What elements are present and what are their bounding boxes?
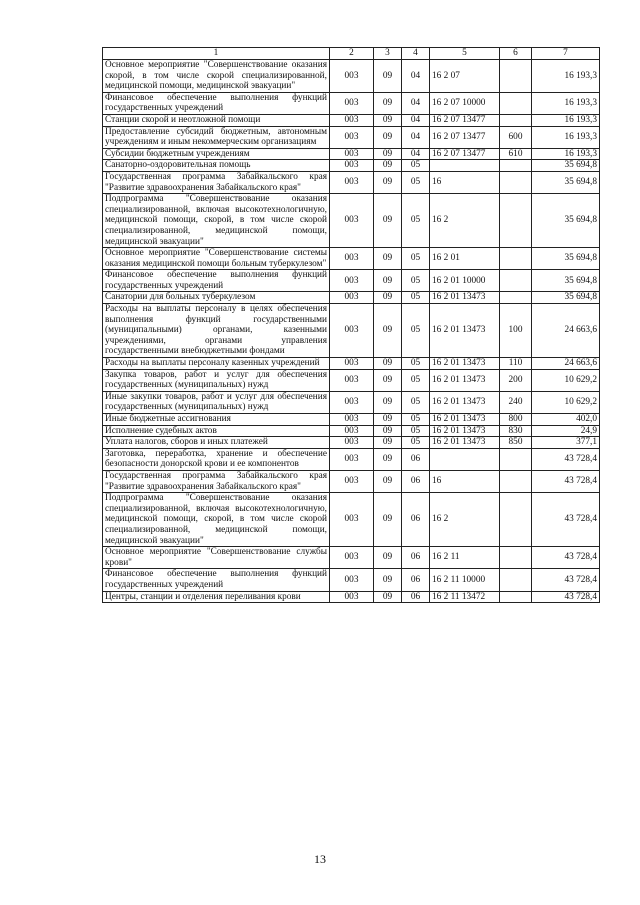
- cell-amount: 43 728,4: [532, 493, 600, 547]
- cell-section: 09: [374, 194, 402, 248]
- cell-name: Расходы на выплаты персоналу казенных учреждений: [103, 358, 330, 370]
- cell-amount: 35 694,8: [532, 292, 600, 304]
- cell-target-article: 16 2 01: [430, 248, 500, 270]
- cell-section: 09: [374, 369, 402, 391]
- cell-subsection: 05: [402, 194, 430, 248]
- cell-ministry-code: 003: [330, 391, 374, 413]
- cell-subsection: 06: [402, 591, 430, 603]
- table-header-row: [103, 48, 600, 60]
- cell-subsection: 04: [402, 126, 430, 148]
- cell-section: 09: [374, 493, 402, 547]
- column-header: 3: [374, 48, 402, 60]
- cell-name: Закупка товаров, работ и услуг для обеспечения государственных (муниципальных) нужд: [103, 369, 330, 391]
- table-row: [103, 160, 600, 172]
- cell-expense-type: 110: [500, 358, 532, 370]
- cell-name: Санатории для больных туберкулезом: [103, 292, 330, 304]
- column-header: 2: [330, 48, 374, 60]
- cell-expense-type: 850: [500, 437, 532, 449]
- cell-expense-type: [500, 448, 532, 470]
- cell-expense-type: 600: [500, 126, 532, 148]
- cell-section: 09: [374, 160, 402, 172]
- cell-ministry-code: 003: [330, 470, 374, 492]
- table-row: [103, 148, 600, 160]
- cell-section: 09: [374, 126, 402, 148]
- cell-target-article: 16 2 01 13473: [430, 414, 500, 426]
- cell-ministry-code: 003: [330, 148, 374, 160]
- table-row: [103, 114, 600, 126]
- cell-amount: 43 728,4: [532, 591, 600, 603]
- table-row: [103, 437, 600, 449]
- cell-expense-type: [500, 270, 532, 292]
- cell-expense-type: [500, 470, 532, 492]
- cell-ministry-code: 003: [330, 358, 374, 370]
- cell-name: Подпрограмма "Совершенствование оказания специализированной, включая высокотехнологичную, медицинской помощи, скорой, в том числе скорой специализированной, медицинской помощи, медицинской эвакуации": [103, 493, 330, 547]
- cell-name: Иные бюджетные ассигнования: [103, 414, 330, 426]
- cell-name: Основное мероприятие "Совершенствование службы крови": [103, 547, 330, 569]
- cell-name: Основное мероприятие "Совершенствование оказания скорой, в том числе скорой специализированной, медицинской помощи, медицинской эвакуации": [103, 60, 330, 93]
- cell-amount: 35 694,8: [532, 171, 600, 193]
- cell-name: Основное мероприятие "Совершенствование системы оказания медицинской помощи больным туберкулезом": [103, 248, 330, 270]
- cell-target-article: 16 2 11 10000: [430, 569, 500, 591]
- cell-section: 09: [374, 358, 402, 370]
- cell-target-article: 16 2 11: [430, 547, 500, 569]
- cell-target-article: 16 2 01 13473: [430, 358, 500, 370]
- cell-target-article: [430, 160, 500, 172]
- cell-ministry-code: 003: [330, 569, 374, 591]
- table-row: [103, 60, 600, 93]
- cell-expense-type: [500, 547, 532, 569]
- cell-expense-type: 100: [500, 304, 532, 358]
- column-header: 5: [430, 48, 500, 60]
- cell-ministry-code: 003: [330, 493, 374, 547]
- table-row: [103, 270, 600, 292]
- cell-subsection: 05: [402, 414, 430, 426]
- cell-subsection: 05: [402, 425, 430, 437]
- cell-section: 09: [374, 60, 402, 93]
- table-row: [103, 194, 600, 248]
- cell-ministry-code: 003: [330, 448, 374, 470]
- cell-subsection: 04: [402, 114, 430, 126]
- cell-amount: 43 728,4: [532, 547, 600, 569]
- cell-name: Уплата налогов, сборов и иных платежей: [103, 437, 330, 449]
- cell-amount: 43 728,4: [532, 569, 600, 591]
- cell-subsection: 06: [402, 448, 430, 470]
- cell-name: Иные закупки товаров, работ и услуг для обеспечения государственных (муниципальных) нужд: [103, 391, 330, 413]
- cell-amount: 402,0: [532, 414, 600, 426]
- cell-section: 09: [374, 569, 402, 591]
- cell-ministry-code: 003: [330, 425, 374, 437]
- cell-expense-type: [500, 248, 532, 270]
- cell-target-article: 16 2 01 10000: [430, 270, 500, 292]
- cell-section: 09: [374, 391, 402, 413]
- cell-ministry-code: 003: [330, 248, 374, 270]
- cell-section: 09: [374, 270, 402, 292]
- cell-subsection: 05: [402, 171, 430, 193]
- cell-amount: 16 193,3: [532, 92, 600, 114]
- cell-section: 09: [374, 292, 402, 304]
- cell-subsection: 05: [402, 292, 430, 304]
- cell-expense-type: [500, 114, 532, 126]
- column-header: 7: [532, 48, 600, 60]
- cell-section: 09: [374, 92, 402, 114]
- cell-expense-type: 830: [500, 425, 532, 437]
- cell-section: 09: [374, 114, 402, 126]
- cell-target-article: 16 2 07 13477: [430, 114, 500, 126]
- cell-target-article: 16 2 07 13477: [430, 148, 500, 160]
- cell-section: 09: [374, 470, 402, 492]
- cell-name: Расходы на выплаты персоналу в целях обеспечения выполнения функций государственными (муниципальными) органами, казенными учреждениями, органами управления государственными внебюджетными фондами: [103, 304, 330, 358]
- table-row: [103, 358, 600, 370]
- cell-amount: 35 694,8: [532, 194, 600, 248]
- cell-name: Предоставление субсидий бюджетным, автономным учреждениям и иным некоммерческим организациям: [103, 126, 330, 148]
- table-row: [103, 547, 600, 569]
- cell-target-article: 16 2 01 13473: [430, 391, 500, 413]
- table-row: [103, 126, 600, 148]
- cell-section: 09: [374, 248, 402, 270]
- cell-subsection: 05: [402, 369, 430, 391]
- cell-name: Субсидии бюджетным учреждениям: [103, 148, 330, 160]
- cell-ministry-code: 003: [330, 414, 374, 426]
- cell-target-article: 16 2 07 13477: [430, 126, 500, 148]
- table-row: [103, 391, 600, 413]
- cell-ministry-code: 003: [330, 114, 374, 126]
- column-header: 6: [500, 48, 532, 60]
- table-row: [103, 591, 600, 603]
- cell-ministry-code: 003: [330, 160, 374, 172]
- cell-subsection: 06: [402, 569, 430, 591]
- cell-amount: 43 728,4: [532, 470, 600, 492]
- table-row: [103, 414, 600, 426]
- cell-name: Исполнение судебных актов: [103, 425, 330, 437]
- cell-target-article: 16 2: [430, 493, 500, 547]
- cell-amount: 35 694,8: [532, 160, 600, 172]
- cell-amount: 16 193,3: [532, 60, 600, 93]
- cell-ministry-code: 003: [330, 547, 374, 569]
- cell-ministry-code: 003: [330, 591, 374, 603]
- cell-name: Финансовое обеспечение выполнения функций государственных учреждений: [103, 92, 330, 114]
- cell-target-article: 16: [430, 171, 500, 193]
- budget-table: [102, 47, 600, 603]
- table-row: [103, 171, 600, 193]
- cell-name: Центры, станции и отделения переливания крови: [103, 591, 330, 603]
- cell-ministry-code: 003: [330, 126, 374, 148]
- table-row: [103, 493, 600, 547]
- cell-amount: 16 193,3: [532, 126, 600, 148]
- cell-target-article: 16 2: [430, 194, 500, 248]
- cell-section: 09: [374, 425, 402, 437]
- cell-amount: 24 663,6: [532, 304, 600, 358]
- cell-target-article: [430, 448, 500, 470]
- cell-subsection: 04: [402, 148, 430, 160]
- cell-section: 09: [374, 591, 402, 603]
- cell-target-article: 16 2 01 13473: [430, 369, 500, 391]
- cell-section: 09: [374, 448, 402, 470]
- cell-expense-type: 800: [500, 414, 532, 426]
- cell-ministry-code: 003: [330, 437, 374, 449]
- cell-expense-type: [500, 591, 532, 603]
- cell-subsection: 05: [402, 358, 430, 370]
- cell-name: Станции скорой и неотложной помощи: [103, 114, 330, 126]
- cell-subsection: 05: [402, 270, 430, 292]
- cell-section: 09: [374, 148, 402, 160]
- cell-ministry-code: 003: [330, 194, 374, 248]
- cell-ministry-code: 003: [330, 304, 374, 358]
- cell-subsection: 04: [402, 60, 430, 93]
- cell-target-article: 16 2 01 13473: [430, 304, 500, 358]
- table-row: [103, 425, 600, 437]
- table-row: [103, 470, 600, 492]
- table-row: [103, 292, 600, 304]
- cell-subsection: 06: [402, 547, 430, 569]
- cell-section: 09: [374, 414, 402, 426]
- cell-amount: 43 728,4: [532, 448, 600, 470]
- cell-subsection: 05: [402, 437, 430, 449]
- cell-amount: 35 694,8: [532, 270, 600, 292]
- cell-target-article: 16 2 01 13473: [430, 292, 500, 304]
- cell-ministry-code: 003: [330, 270, 374, 292]
- table-row: [103, 369, 600, 391]
- cell-name: Финансовое обеспечение выполнения функций государственных учреждений: [103, 270, 330, 292]
- cell-amount: 16 193,3: [532, 114, 600, 126]
- cell-expense-type: [500, 569, 532, 591]
- cell-amount: 10 629,2: [532, 391, 600, 413]
- table-row: [103, 448, 600, 470]
- table-row: [103, 92, 600, 114]
- column-header: 1: [103, 48, 330, 60]
- cell-target-article: 16 2 01 13473: [430, 425, 500, 437]
- cell-subsection: 05: [402, 304, 430, 358]
- cell-subsection: 06: [402, 470, 430, 492]
- cell-expense-type: 610: [500, 148, 532, 160]
- cell-target-article: 16 2 07: [430, 60, 500, 93]
- cell-subsection: 06: [402, 493, 430, 547]
- cell-expense-type: [500, 292, 532, 304]
- cell-amount: 35 694,8: [532, 248, 600, 270]
- cell-expense-type: [500, 92, 532, 114]
- cell-subsection: 05: [402, 391, 430, 413]
- cell-name: Государственная программа Забайкальского края "Развитие здравоохранения Забайкальского края": [103, 171, 330, 193]
- cell-subsection: 05: [402, 248, 430, 270]
- cell-amount: 24 663,6: [532, 358, 600, 370]
- cell-name: Заготовка, переработка, хранение и обеспечение безопасности донорской крови и ее компонентов: [103, 448, 330, 470]
- cell-target-article: 16 2 01 13473: [430, 437, 500, 449]
- cell-amount: 24,9: [532, 425, 600, 437]
- cell-ministry-code: 003: [330, 92, 374, 114]
- cell-amount: 10 629,2: [532, 369, 600, 391]
- cell-amount: 16 193,3: [532, 148, 600, 160]
- cell-section: 09: [374, 547, 402, 569]
- cell-expense-type: [500, 194, 532, 248]
- cell-section: 09: [374, 171, 402, 193]
- cell-name: Государственная программа Забайкальского края "Развитие здравоохранения Забайкальского края": [103, 470, 330, 492]
- cell-name: Санаторно-оздоровительная помощь: [103, 160, 330, 172]
- cell-expense-type: 200: [500, 369, 532, 391]
- table-row: [103, 569, 600, 591]
- cell-subsection: 04: [402, 92, 430, 114]
- cell-expense-type: 240: [500, 391, 532, 413]
- cell-subsection: 05: [402, 160, 430, 172]
- cell-expense-type: [500, 171, 532, 193]
- cell-target-article: 16 2 11 13472: [430, 591, 500, 603]
- cell-name: Подпрограмма "Совершенствование оказания специализированной, включая высокотехнологичную, медицинской помощи, скорой, в том числе скорой специализированной, медицинской помощи, медицинской эвакуации": [103, 194, 330, 248]
- page-number: 13: [314, 852, 326, 866]
- cell-ministry-code: 003: [330, 171, 374, 193]
- cell-section: 09: [374, 437, 402, 449]
- cell-ministry-code: 003: [330, 369, 374, 391]
- cell-amount: 377,1: [532, 437, 600, 449]
- cell-expense-type: [500, 60, 532, 93]
- cell-ministry-code: 003: [330, 292, 374, 304]
- cell-expense-type: [500, 493, 532, 547]
- cell-ministry-code: 003: [330, 60, 374, 93]
- table-row: [103, 248, 600, 270]
- cell-expense-type: [500, 160, 532, 172]
- cell-target-article: 16 2 07 10000: [430, 92, 500, 114]
- cell-target-article: 16: [430, 470, 500, 492]
- cell-name: Финансовое обеспечение выполнения функций государственных учреждений: [103, 569, 330, 591]
- cell-section: 09: [374, 304, 402, 358]
- table-row: [103, 304, 600, 358]
- column-header: 4: [402, 48, 430, 60]
